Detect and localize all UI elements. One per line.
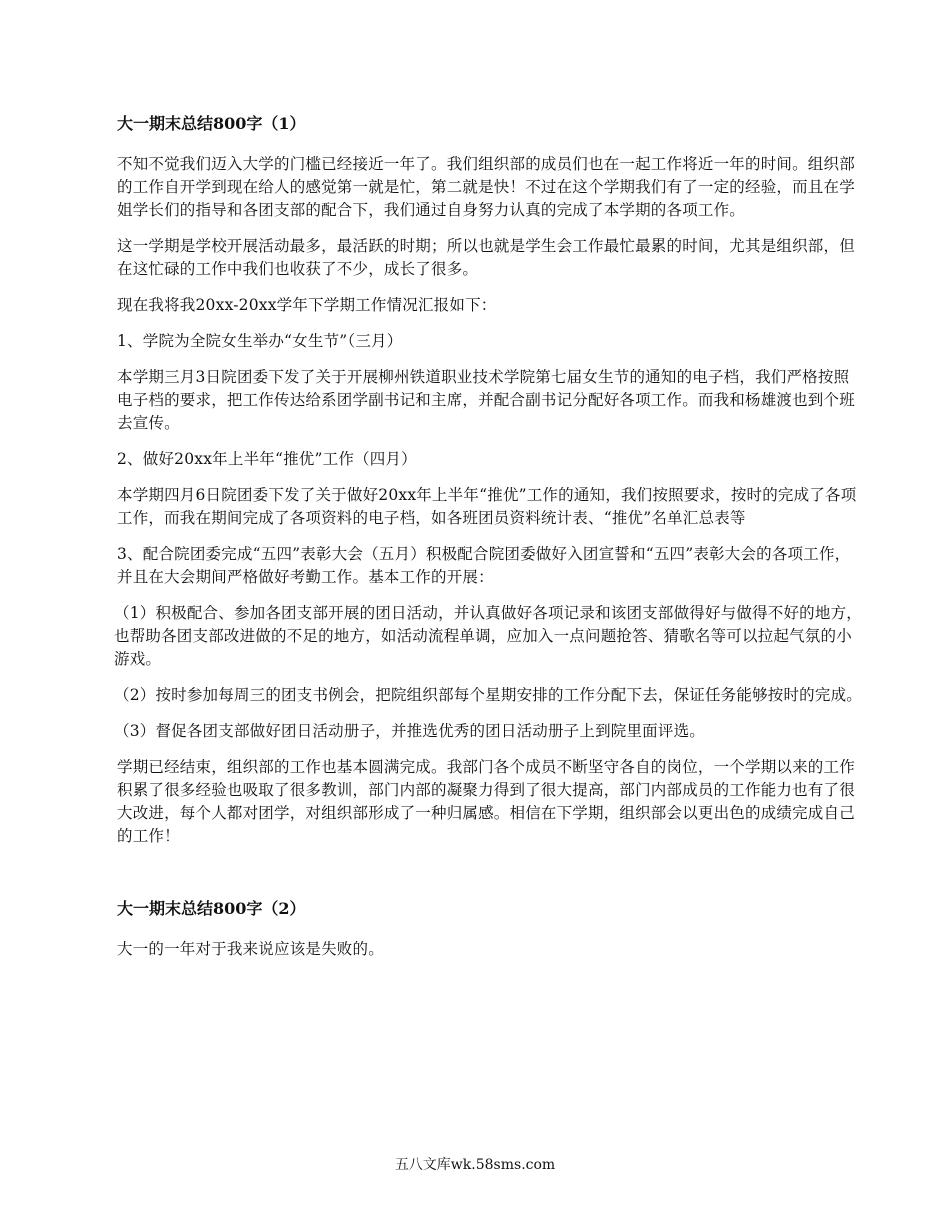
paragraph: 这一学期是学校开展活动最多，最活跃的时期；所以也就是学生会工作最忙最累的时间，尤其是组织部，但在这忙碌的工作中我们也收获了不少，成长了很多。 (117, 237, 855, 278)
list-item: （2）按时参加每周三的团支书例会，把院组织部每个星期安排的工作分配下去，保证任务能够按时的完成。 (114, 686, 862, 704)
list-heading: 2、做好20xx年上半年“推优”工作（四月） (117, 450, 417, 468)
footer-watermark: 五八文库wk.58sms.com (394, 1157, 556, 1173)
document-body (114, 112, 862, 974)
paragraph: 大一的一年对于我来说应该是失败的。 (117, 940, 384, 958)
list-item: （1）积极配合、参加各团支部开展的团日活动，并认真做好各项记录和该团支部做得好与做得不好的地方，也帮助各团支部改进做的不足的地方，如活动流程单调，应加入一点问题抢答、猜歌名等可以拉起气氛的小游戏。 (114, 604, 862, 668)
list-heading: 1、学院为全院女生举办“女生节”（三月） (117, 332, 403, 350)
section-heading-2: 大一期末总结800字（2） (117, 899, 306, 918)
paragraph: 不知不觉我们迈入大学的门槛已经接近一年了。我们组织部的成员们也在一起工作将近一年的时间。组织部的工作自开学到现在给人的感觉第一就是忙，第二就是快！不过在这个学期我们有了一定的经验，而且在学姐学长们的指导和各团支部的配合下，我们通过自身努力认真的完成了本学期的各项工作。 (117, 155, 855, 219)
list-heading: 3、配合院团委完成“五四”表彰大会（五月）积极配合院团委做好入团宣誓和“五四”表彰大会的各项工作，并且在大会期间严格做好考勤工作。基本工作的开展： (117, 545, 851, 586)
paragraph: 现在我将我20xx-20xx学年下学期工作情况汇报如下： (117, 296, 497, 314)
paragraph: 本学期三月3日院团委下发了关于开展柳州铁道职业技术学院第七届女生节的通知的电子档，我们严格按照电子档的要求，把工作传达给系团学副书记和主席，并配合副书记分配好各项工作。而我和杨雄渡也到个班去宣传。 (117, 368, 855, 432)
section-heading-1: 大一期末总结800字（1） (117, 114, 306, 133)
list-item: （3）督促各团支部做好团日活动册子，并推选优秀的团日活动册子上到院里面评选。 (114, 722, 705, 740)
paragraph: 本学期四月6日院团委下发了关于做好20xx年上半年“推优”工作的通知，我们按照要求，按时的完成了各项工作，而我在期间完成了各项资料的电子档，如各班团员资料统计表、“推优”名单汇总表等 (117, 486, 857, 527)
paragraph: 学期已经结束，组织部的工作也基本圆满完成。我部门各个成员不断坚守各自的岗位，一个学期以来的工作积累了很多经验也吸取了很多教训，部门内部的凝聚力得到了很大提高，部门内部成员的工作能力也有了很大改进，每个人都对团学，对组织部形成了一种归属感。相信在下学期，组织部会以更出色的成绩完成自己的工作！ (117, 758, 855, 845)
